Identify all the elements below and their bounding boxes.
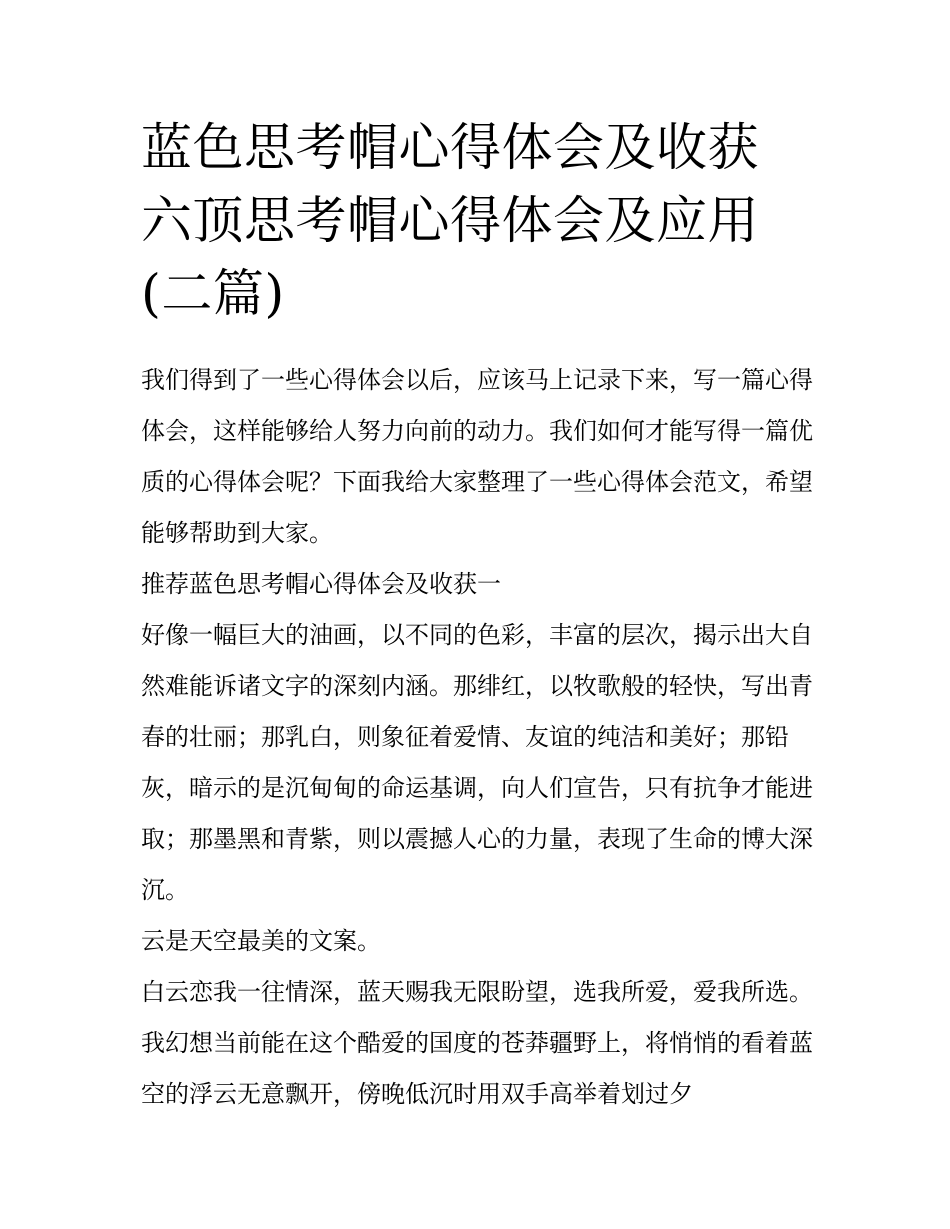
- document-title: 蓝色思考帽心得体会及收获 六顶思考帽心得体会及应用(二篇): [141, 119, 760, 324]
- paragraph-intro: 我们得到了一些心得体会以后，应该马上记录下来，写一篇心得体会，这样能够给人努力向前的动力。我们如何才能写得一篇优质的心得体会呢？下面我给大家整理了一些心得体会范文，希望能够帮助到大家。: [141, 366, 813, 547]
- paragraph-cloud-copy: 云是天空最美的文案。: [141, 927, 381, 955]
- paragraph-white-cloud: 白云恋我一往情深，蓝天赐我无限盼望，选我所爱，爱我所选。我幻想当前能在这个酷爱的国度的苍莽疆野上，将悄悄的看着蓝空的浮云无意飘开，傍晚低沉时用双手高举着划过夕: [141, 978, 813, 1108]
- paragraph-oil-painting: 好像一幅巨大的油画，以不同的色彩，丰富的层次，揭示出大自然难能诉诸文字的深刻内涵。那绯红，以牧歌般的轻快，写出青春的壮丽；那乳白，则象征着爱情、友谊的纯洁和美好；那铅灰，暗示的是沉甸甸的命运基调，向人们宣告，只有抗争才能进取；那墨黑和青紫，则以震撼人心的力量，表现了生命的博大深沉。: [141, 621, 813, 904]
- document-body: [141, 355, 821, 1120]
- paragraph-section-heading: 推荐蓝色思考帽心得体会及收获一: [141, 570, 501, 598]
